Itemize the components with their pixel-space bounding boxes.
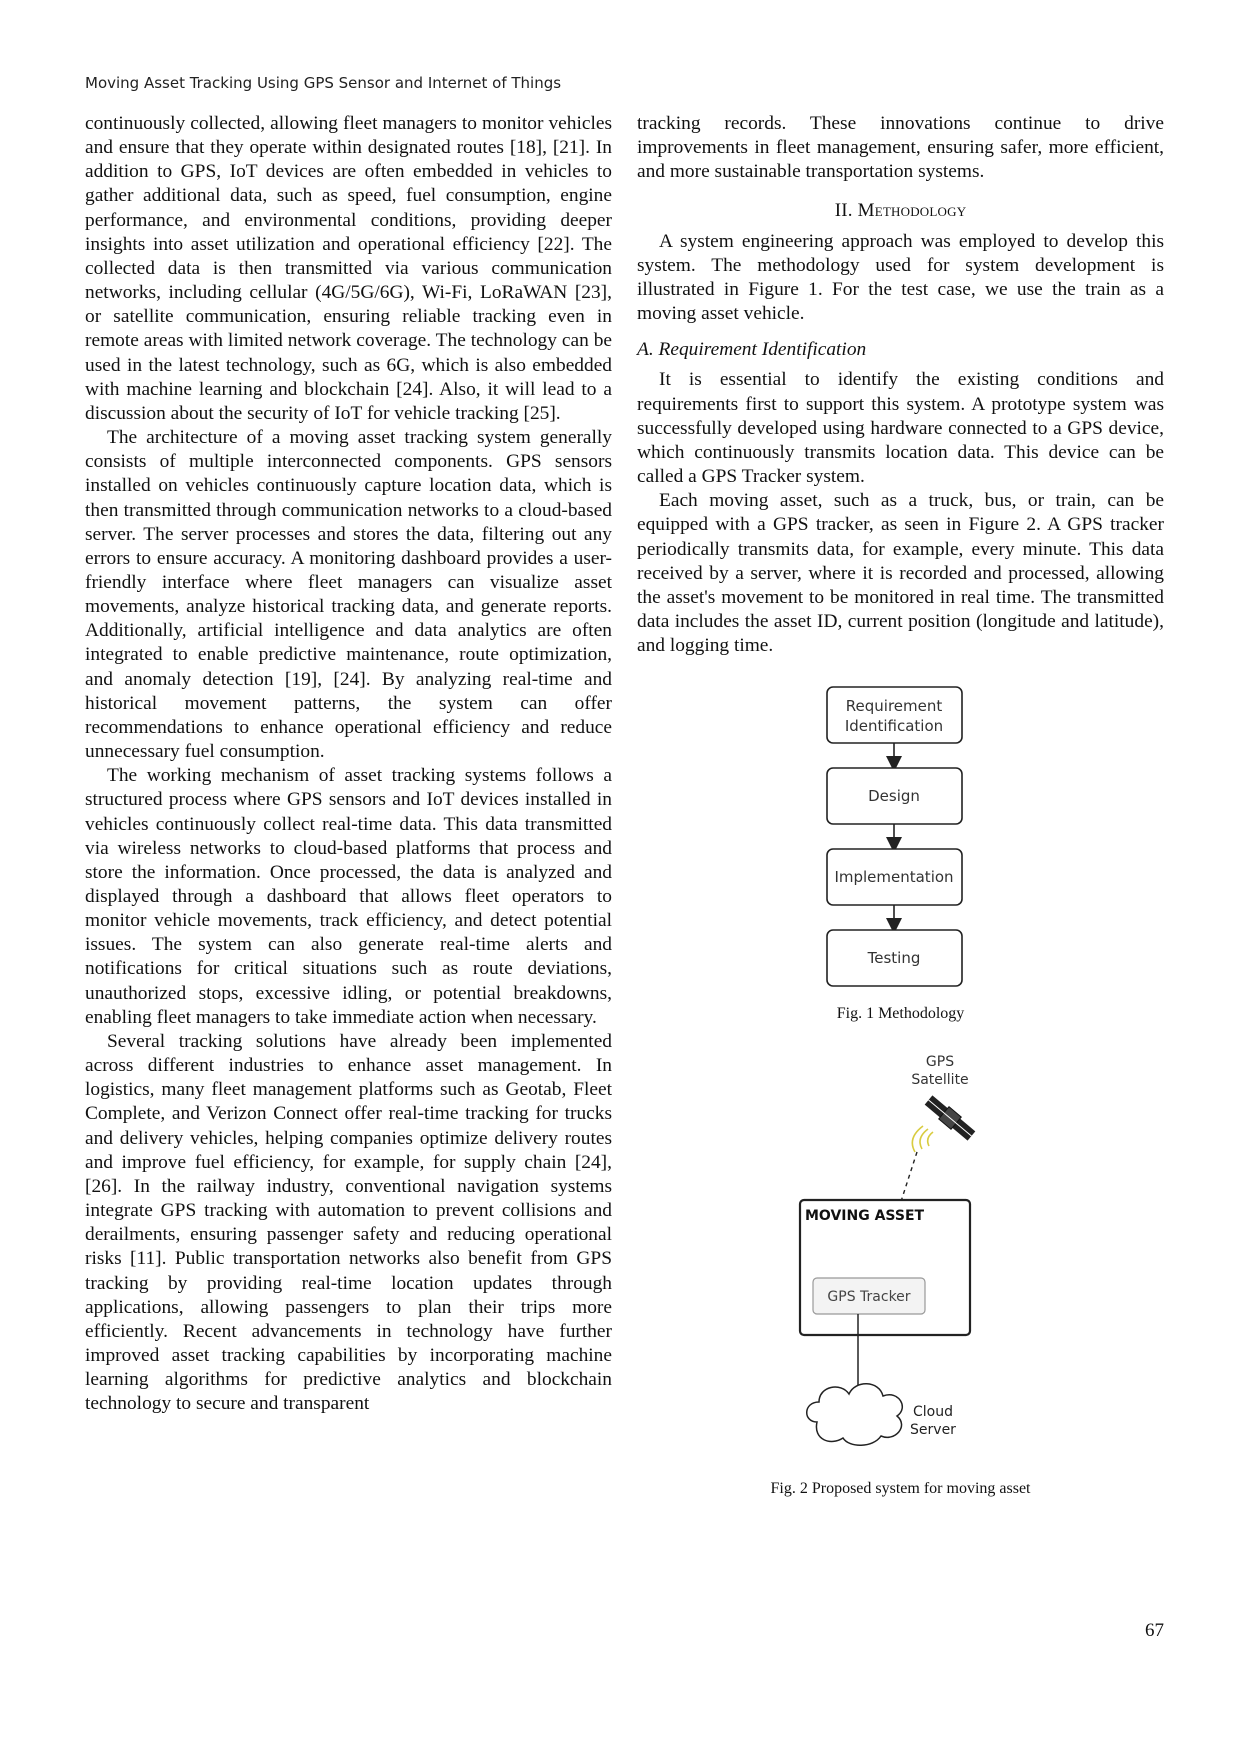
cloud-server-label: Server [910,1422,956,1438]
flow-step-label: Requirement [845,697,943,715]
left-column [85,112,612,1416]
flow-step-testing [827,930,962,986]
body-paragraph: Several tracking solutions have already been implemented across different industries to enhance asset management. In logistics, many fleet management platforms such as Geotab, Fleet Complete, and Verizon Connect offer real-time tracking for trucks and delivery vehicles, helping companies optimize delivery routes and improve fuel efficiency, for example, for supply chain [24], [26]. In the railway industry, conventional navigation systems integrate GPS tracking with automation to prevent collisions and derailments, ensuring passenger safety and reducing operational risks [11]. Public transportation networks also benefit from GPS tracking by providing real-time location updates through applications, allowing passengers to plan their trips more efficiently. Recent advancements in technology have further improved asset tracking capabilities by incorporating machine learning algorithms for predictive analytics and blockchain technology to secure and transparent [85,1030,612,1415]
body-paragraph: A system engineering approach was employed to develop this system. The methodology used for system development is illustrated in Figure 1. For the test case, we use the train as a moving asset vehicle. [637,230,1164,325]
body-paragraph: The architecture of a moving asset tracking system generally consists of multiple interconnected components. GPS sensors installed on vehicles continuously capture location data, which is then transmitted through communication networks to a cloud-based server. The server processes and stores the data, filtering out any errors to ensure accuracy. A monitoring dashboard provides a user-friendly interface where fleet managers can visualize asset movements, analyze historical tracking data, and generate reports. Additionally, artificial intelligence and data analytics are often integrated to enable predictive maintenance, route optimization, and anomaly detection [19], [24]. By analyzing real-time and historical movement patterns, the system can offer recommendations to enhance operational efficiency and reduce unnecessary fuel consumption. [85,427,612,763]
flow-step-label: Testing [867,949,921,967]
satellite-label: Satellite [911,1072,969,1088]
figure-2-caption: Fig. 2 Proposed system for moving asset [770,1480,1031,1497]
body-paragraph: It is essential to identify the existing conditions and requirements first to support this system. A prototype system was successfully developed using hardware connected to a GPS device, which continuously transmits location data. This device can be called a GPS Tracker system. [637,369,1164,488]
signal-wave-icon [912,1126,933,1152]
section-heading: II. Methodology [834,200,967,222]
page-number: 67 [1145,1620,1164,1641]
running-title: Moving Asset Tracking Using GPS Sensor and Internet of Things [85,74,562,92]
satellite-icon [923,1094,976,1142]
flow-step-implementation [827,849,962,905]
body-paragraph: Each moving asset, such as a truck, bus, or train, can be equipped with a GPS tracker, as seen in Figure 2. A GPS tracker periodically transmits data, for example, every minute. This data received by a server, where it is recorded and processed, allowing the asset's movement to be monitored in real time. The transmitted data includes the asset ID, current position (longitude and latitude), and logging time. [637,490,1164,657]
satellite-label: GPS [925,1054,955,1070]
figure-1-caption: Fig. 1 Methodology [836,1005,965,1022]
gps-tracker-box [813,1278,925,1314]
flow-step-label: Design [868,787,920,805]
gps-tracker-label: GPS Tracker [827,1289,911,1305]
flow-step-requirement [827,687,962,743]
flow-step-label: Implementation [834,868,954,886]
figure-2-diagram [795,1050,1035,1460]
figure-1-flowchart [820,680,970,1000]
body-paragraph: The working mechanism of asset tracking systems follows a structured process where GPS sensors and IoT devices installed in vehicles continuously collect real-time data. This data transmitted via wireless networks to cloud-based platforms that process and store the information. Once processed, the data is analyzed and displayed through a dashboard that allows fleet operators to monitor vehicle movements, track efficiency, and detect potential issues. The system can also generate real-time alerts and notifications for critical situations such as route deviations, unauthorized stops, excessive idling, or potential breakdowns, enabling fleet managers to take immediate action when necessary. [85,765,612,1028]
right-column [637,112,1164,658]
body-paragraph: continuously collected, allowing fleet managers to monitor vehicles and ensure that they operate within designated routes [18], [21]. In addition to GPS, IoT devices are often embedded in vehicles to gather additional data, such as speed, fuel consumption, engine performance, and environmental conditions, providing deeper insights into asset utilization and operational efficiency [22]. The collected data is then transmitted via various communication networks, including cellular (4G/5G/6G), Wi-Fi, LoRaWAN [23], or satellite communication, ensuring reliable tracking even in remote areas with limited network coverage. The technology can be used in the latest technology, such as 6G, which is also embedded with machine learning and blockchain [24]. Also, it will lead to a discussion about the security of IoT for vehicle tracking [25]. [85,113,612,424]
subsection-heading: A. Requirement Identification [637,339,867,361]
body-paragraph: tracking records. These innovations continue to drive improvements in fleet management, ensuring safer, more efficient, and more sustainable transportation systems. [637,113,1164,183]
moving-asset-box [800,1200,970,1335]
cloud-server-icon [807,1384,903,1446]
moving-asset-label: MOVING ASSET [805,1208,925,1224]
flow-step-label: Identification [844,717,944,735]
cloud-server-label: Cloud [913,1404,953,1420]
flow-step-design [827,768,962,824]
